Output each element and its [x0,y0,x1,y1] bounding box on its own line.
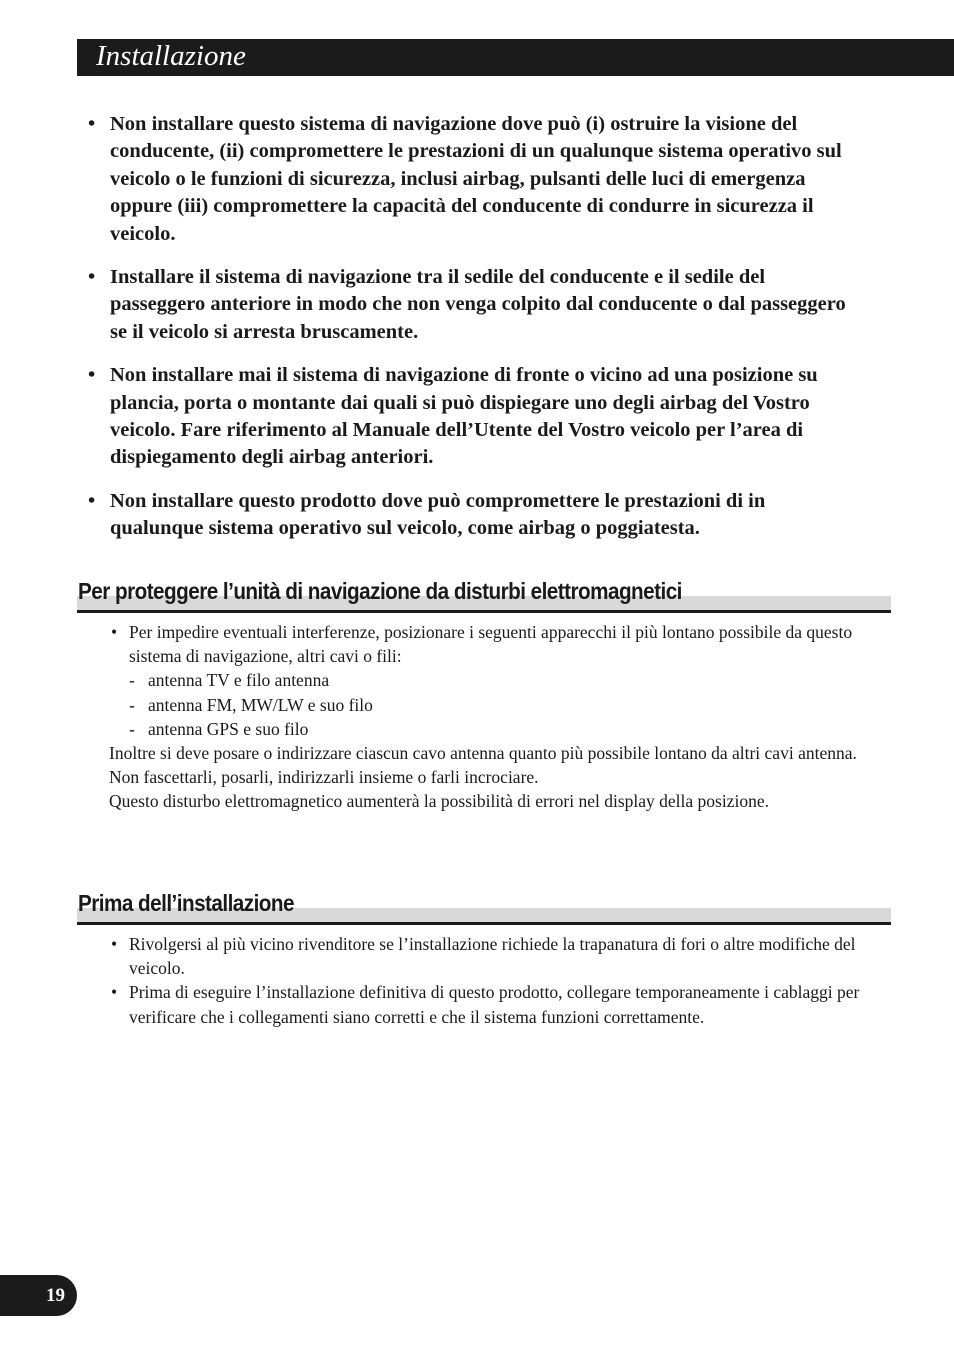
dash-item-text: antenna TV e filo antenna [148,670,330,691]
warning-text: Non installare mai il sistema di navigazione di fronte o vicino ad una posizione su plancia, porta o montante dai quali si può dispiegare uno degli airbag del Vostro veicolo. Fare riferimento al Manuale dell’Utente del Vostro veicolo per l’area di dispiegamento degli airbag anteriori. [110,364,818,469]
dash-list-item [109,693,869,717]
section-body-emi [109,620,869,814]
bullet-icon: • [111,622,118,642]
dash-item-text: antenna GPS e suo filo [148,718,309,739]
list-item-text: Rivolgersi al più vicino rivenditore se l’installazione richiede la trapanatura di fori o altre modifiche del veicolo. [129,934,856,979]
warning-item [88,488,848,543]
warning-text: Non installare questo sistema di navigazione dove può (i) ostruire la visione del conducente, (ii) compromettere le prestazioni di un qualunque sistema operativo sul veicolo o le funzioni di sicurezza, inclusi airbag, pulsanti delle luci di emergenza oppure (iii) compromettere la capacità del conducente di condurre in sicurezza il veicolo. [110,113,842,245]
bullet-icon: • [111,934,118,954]
list-item [109,980,869,1028]
paragraph: Questo disturbo elettromagnetico aumenterà la possibilità di errori nel display della posizione. [109,791,769,812]
page-number-badge [0,1275,77,1316]
bullet-icon: • [88,364,96,387]
section-body-prima [109,932,869,1029]
warning-item [88,111,848,248]
dash-icon: - [129,670,135,691]
bullet-icon: • [88,266,96,289]
list-item [109,932,869,980]
section-heading-prima [77,890,891,922]
section-title-prima: Prima dell’installazione [78,890,294,916]
dash-icon: - [129,694,135,715]
warning-text: Non installare questo prodotto dove può compromettere le prestazioni di in qualunque sistema operativo sul veicolo, come airbag o poggiatesta. [110,489,766,540]
bullet-icon: • [88,489,96,512]
paragraph: Non fascettarli, posarli, indirizzarli insieme o farli incrociare. [109,767,539,788]
warning-item [88,264,848,346]
section-title-emi: Per proteggere l’unità di navigazione da disturbi elettromagnetici [78,578,682,604]
warning-text: Installare il sistema di navigazione tra il sedile del conducente e il sedile del passeggero anteriore in modo che non venga colpito dal conducente o dal passeggero se il veicolo si arresta bruscamente. [110,266,846,343]
list-item-text: Prima di eseguire l’installazione definitiva di questo prodotto, collegare temporaneamente i cablaggi per verificare che i collegamenti siano corretti e che il sistema funzioni correttamente. [129,982,860,1027]
dash-icon: - [129,718,135,739]
list-item [109,620,869,668]
chapter-header-bar [77,39,954,76]
paragraph: Inoltre si deve posare o indirizzare ciascun cavo antenna quanto più possibile lontano da altri cavi antenna. [109,743,857,764]
bullet-icon: • [111,982,118,1003]
dash-list-item [109,668,869,692]
emi-intro: Per impedire eventuali interferenze, posizionare i seguenti apparecchi il più lontano possibile da questo sistema di navigazione, altri cavi o fili: [129,622,853,667]
warning-list [88,111,848,559]
page-number: 19 [46,1285,65,1306]
section-heading-emi [77,578,891,610]
chapter-title: Installazione [96,40,246,72]
dash-item-text: antenna FM, MW/LW e suo filo [148,694,373,715]
bullet-icon: • [88,113,96,135]
dash-list-item [109,717,869,741]
warning-item [88,362,848,472]
